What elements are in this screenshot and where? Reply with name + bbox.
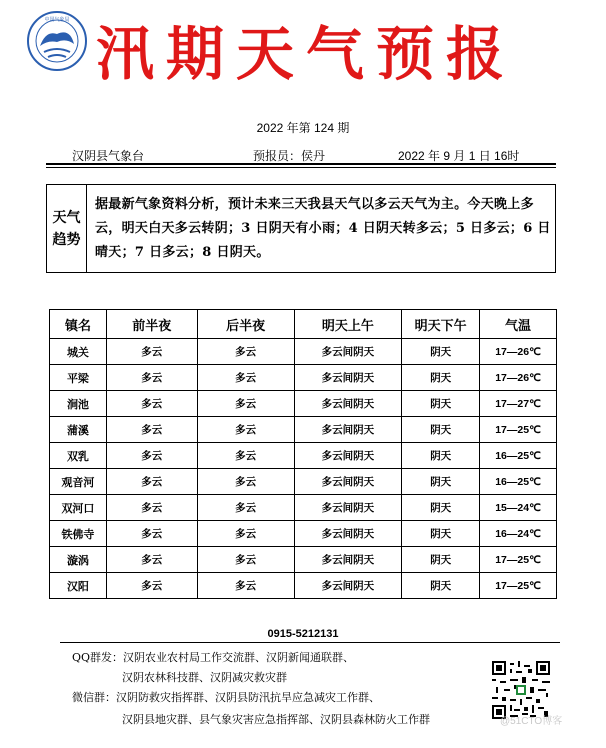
qr-code-icon — [492, 661, 550, 719]
watermark: @51CTO博客 — [500, 716, 563, 727]
meteorological-logo — [26, 10, 88, 72]
table-row — [50, 365, 557, 391]
cell: 阴天 — [402, 495, 480, 521]
table-row — [50, 547, 557, 573]
cell: 多云间阴天 — [294, 417, 402, 443]
col-header-town: 镇名 — [50, 310, 107, 339]
office-name: 汉阴县气象台 — [72, 149, 145, 163]
cell: 多云 — [106, 573, 197, 599]
town-name: 双乳 — [50, 443, 107, 469]
temperature-cell: 16—25℃ — [480, 469, 557, 495]
col-header-first-half-night: 前半夜 — [106, 310, 197, 339]
cell: 多云 — [106, 391, 197, 417]
qq-groups-line2: 汉阴农林科技群、汉阴减灾救灾群 — [122, 671, 287, 684]
temperature-cell: 17—25℃ — [480, 547, 557, 573]
col-header-tomorrow-morning: 明天上午 — [294, 310, 402, 339]
cell: 多云 — [197, 339, 294, 365]
trend-text: 据最新气象资料分析，预计未来三天我县天气以多云天气为主。今天晚上多云，明天白天多云转阴；3 日阴天有小雨；4 日阴天转多云；5 日多云；6 日晴天；7 日多云；8 日阴天。 — [95, 197, 551, 260]
wechat-groups-line2: 汉阴县地灾群、县气象灾害应急指挥部、汉阴县森林防火工作群 — [122, 713, 430, 726]
col-header-temperature: 气温 — [480, 310, 557, 339]
weather-trend-box — [46, 184, 556, 273]
issue-datetime: 2022 年 9 月 1 日 16时 — [398, 149, 520, 163]
cell: 多云 — [197, 417, 294, 443]
cell: 阴天 — [402, 365, 480, 391]
cell: 阴天 — [402, 339, 480, 365]
table-row — [50, 417, 557, 443]
cell: 阴天 — [402, 417, 480, 443]
forecast-table — [49, 309, 557, 599]
cell: 多云 — [106, 547, 197, 573]
cell: 阴天 — [402, 521, 480, 547]
town-name: 城关 — [50, 339, 107, 365]
town-name: 涧池 — [50, 391, 107, 417]
temperature-cell: 16—24℃ — [480, 521, 557, 547]
temperature-cell: 16—25℃ — [480, 443, 557, 469]
cell: 多云间阴天 — [294, 521, 402, 547]
cell: 多云 — [106, 417, 197, 443]
cell: 阴天 — [402, 391, 480, 417]
cell: 多云 — [106, 443, 197, 469]
cell: 多云 — [106, 339, 197, 365]
cell: 多云 — [106, 365, 197, 391]
town-name: 铁佛寺 — [50, 521, 107, 547]
cell: 多云 — [197, 365, 294, 391]
cell: 多云间阴天 — [294, 573, 402, 599]
svg-text:中国气象局: 中国气象局 — [44, 17, 70, 23]
table-row — [50, 495, 557, 521]
table-row — [50, 469, 557, 495]
town-name: 漩涡 — [50, 547, 107, 573]
temperature-cell: 17—25℃ — [480, 573, 557, 599]
table-row — [50, 391, 557, 417]
cell: 多云 — [197, 521, 294, 547]
cell: 多云间阴天 — [294, 339, 402, 365]
cell: 阴天 — [402, 547, 480, 573]
cell: 多云间阴天 — [294, 469, 402, 495]
temperature-cell: 15—24℃ — [480, 495, 557, 521]
cell: 多云间阴天 — [294, 495, 402, 521]
town-name: 平梁 — [50, 365, 107, 391]
col-header-tomorrow-afternoon: 明天下午 — [402, 310, 480, 339]
col-header-second-half-night: 后半夜 — [197, 310, 294, 339]
table-row — [50, 573, 557, 599]
town-name: 蒲溪 — [50, 417, 107, 443]
issue-number: 2022 年第 124 期 — [256, 121, 350, 135]
cell: 多云 — [106, 469, 197, 495]
cell: 阴天 — [402, 469, 480, 495]
temperature-cell: 17—26℃ — [480, 339, 557, 365]
cell: 多云 — [197, 469, 294, 495]
cell: 多云间阴天 — [294, 547, 402, 573]
footer-divider — [60, 642, 560, 643]
cell: 多云 — [197, 495, 294, 521]
town-name: 观音河 — [50, 469, 107, 495]
cell: 阴天 — [402, 443, 480, 469]
table-row — [50, 339, 557, 365]
temperature-cell: 17—27℃ — [480, 391, 557, 417]
cell: 多云 — [106, 521, 197, 547]
cell: 多云 — [197, 391, 294, 417]
cell: 多云间阴天 — [294, 443, 402, 469]
town-name: 汉阳 — [50, 573, 107, 599]
temperature-cell: 17—25℃ — [480, 417, 557, 443]
cell: 多云 — [106, 495, 197, 521]
wechat-groups-line1: 微信群：汉阴防救灾指挥群、汉阴县防汛抗旱应急减灾工作群、 — [72, 691, 380, 704]
cell: 多云间阴天 — [294, 365, 402, 391]
cell: 多云 — [197, 547, 294, 573]
cell: 阴天 — [402, 573, 480, 599]
cell: 多云 — [197, 443, 294, 469]
forecaster: 预报员：侯丹 — [253, 149, 326, 163]
table-header-row — [50, 310, 557, 339]
page-title: 汛期天气预报 — [96, 20, 517, 88]
contact-phone: 0915-5212131 — [267, 628, 339, 640]
town-name: 双河口 — [50, 495, 107, 521]
table-row — [50, 521, 557, 547]
table-row — [50, 443, 557, 469]
header-divider — [46, 163, 556, 165]
temperature-cell: 17—26℃ — [480, 365, 557, 391]
qq-groups-line1: QQ群发：汉阴农业农村局工作交流群、汉阴新闻通联群、 — [72, 651, 355, 664]
trend-label: 天气 趋势 — [47, 185, 87, 272]
cell: 多云间阴天 — [294, 391, 402, 417]
cell: 多云 — [197, 573, 294, 599]
header-divider-thin — [46, 167, 556, 168]
